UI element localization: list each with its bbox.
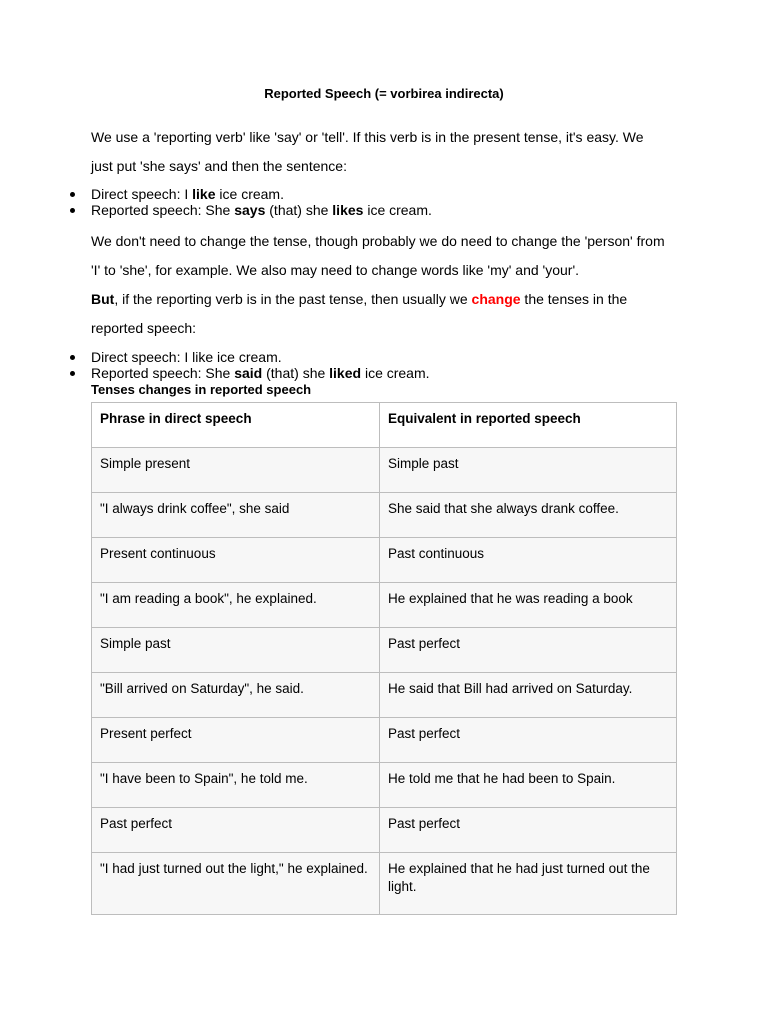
table-row: [92, 808, 677, 853]
bullet-list-past: [91, 349, 681, 381]
table-row: [92, 718, 677, 763]
cell-direct: Simple present: [92, 448, 380, 493]
para2-line-1: We don't need to change the tense, though probably we do need to change the 'person' from: [91, 233, 665, 249]
table-row: [92, 673, 677, 718]
list-item: Direct speech: I like ice cream.: [91, 186, 681, 202]
list-item: Direct speech: I like ice cream.: [91, 349, 681, 365]
table-header-row: [92, 403, 677, 448]
intro-line-2: just put 'she says' and then the sentence:: [91, 158, 347, 174]
tense-paragraph: We don't need to change the tense, though probably we do need to change the 'person' from 'I' to 'she', for example. We also may need to change words like 'my' and 'your'. But, if the reporting verb is in the past tense, then usually we change the tenses in the reported speech:: [91, 233, 665, 336]
cell-direct: "Bill arrived on Saturday", he said.: [92, 673, 380, 718]
cell-reported: Past perfect: [380, 718, 677, 763]
cell-direct: Past perfect: [92, 808, 380, 853]
cell-reported: Past perfect: [380, 628, 677, 673]
list-item: Reported speech: She said (that) she liked ice cream.: [91, 365, 681, 381]
table-heading: Tenses changes in reported speech: [91, 382, 312, 397]
cell-reported: Past perfect: [380, 808, 677, 853]
header-reported-speech: Equivalent in reported speech: [380, 403, 677, 448]
bullet-list-present: [91, 186, 681, 218]
table-row: [92, 583, 677, 628]
change-highlight: change: [471, 291, 521, 307]
cell-direct: "I always drink coffee", she said: [92, 493, 380, 538]
cell-direct: "I had just turned out the light," he explained.: [92, 853, 380, 915]
cell-direct: "I am reading a book", he explained.: [92, 583, 380, 628]
list-item: Reported speech: She says (that) she likes ice cream.: [91, 202, 681, 218]
intro-paragraph: [91, 123, 681, 181]
but-word: But: [91, 291, 115, 307]
cell-reported: He said that Bill had arrived on Saturday.: [380, 673, 677, 718]
cell-reported: Simple past: [380, 448, 677, 493]
cell-reported: She said that she always drank coffee.: [380, 493, 677, 538]
table-row: [92, 628, 677, 673]
cell-direct: Present continuous: [92, 538, 380, 583]
para2-line-2: 'I' to 'she', for example. We also may need to change words like 'my' and 'your'.: [91, 262, 580, 278]
para3-line-2: reported speech:: [91, 320, 197, 336]
cell-direct: Simple past: [92, 628, 380, 673]
cell-direct: Present perfect: [92, 718, 380, 763]
header-direct-speech: Phrase in direct speech: [92, 403, 380, 448]
table-row: [92, 538, 677, 583]
page-title: Reported Speech (= vorbirea indirecta): [264, 86, 504, 101]
intro-line-1: We use a 'reporting verb' like 'say' or 'tell'. If this verb is in the present tense, it's easy. We: [91, 129, 644, 145]
cell-reported: Past continuous: [380, 538, 677, 583]
table-row: [92, 853, 677, 915]
tense-changes-table: [91, 402, 677, 915]
cell-reported: He explained that he was reading a book: [380, 583, 677, 628]
table-row: [92, 493, 677, 538]
cell-reported: He told me that he had been to Spain.: [380, 763, 677, 808]
cell-direct: "I have been to Spain", he told me.: [92, 763, 380, 808]
table-row: [92, 448, 677, 493]
cell-reported: He explained that he had just turned out the light.: [380, 853, 677, 915]
table-row: [92, 763, 677, 808]
